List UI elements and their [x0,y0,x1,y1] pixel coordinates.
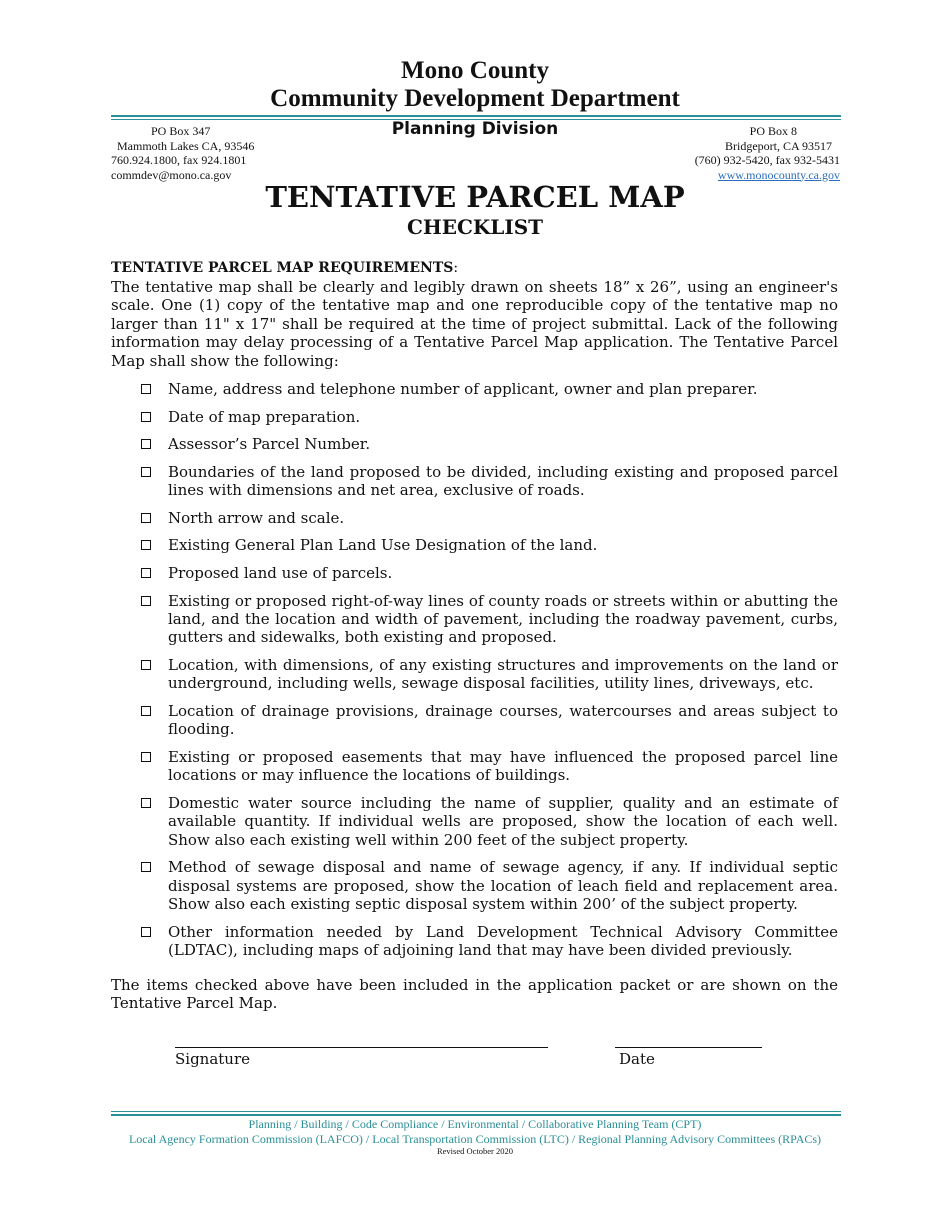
checklist-item-text: Method of sewage disposal and name of sewage agency, if any. If individual septic disposal systems are proposed, show the location of leach field and replacement area. Show also each existing septic disposal system within 200’ of the subject property. [168,858,838,914]
checklist-item [138,536,838,554]
requirements-intro: The tentative map shall be clearly and legibly drawn on sheets 18” x 26”, using an engineer's scale. One (1) copy of the tentative map and one reproducible copy of the tentative map no larger than 11" x 17" shall be required at the time of project submittal. Lack of the following information may delay processing of a Tentative Parcel Map application. The Tentative Parcel Map shall show the following: [111,278,838,370]
checklist-item-text: Name, address and telephone number of applicant, owner and plan preparer. [168,380,758,398]
phone-line: (760) 932-5420, fax 932-5431 [694,153,840,167]
checklist-item [138,748,838,785]
checkbox[interactable] [141,568,151,578]
requirements-heading: TENTATIVE PARCEL MAP REQUIREMENTS: [111,260,459,276]
requirements-heading-text: TENTATIVE PARCEL MAP REQUIREMENTS [111,260,454,276]
footer-departments: Planning / Building / Code Compliance / Environmental / Collaborative Planning Team (CPT) [248,1117,702,1131]
checkbox[interactable] [141,467,151,477]
revision-date: Revised October 2020 [436,1146,513,1156]
address-line: Bridgeport, CA 93517 [725,138,832,153]
checklist-item-text: Existing or proposed right-of-way lines of county roads or streets within or abutting the land, and the location and width of pavement, including the roadway pavement, curbs, gutters and sidewalks, both existing and proposed. [168,591,838,647]
checklist-item [138,564,838,582]
org-name: Mono County [401,57,549,84]
checklist-item-text: Location of drainage provisions, drainage courses, watercourses and areas subject to flooding. [168,701,838,739]
checkbox[interactable] [141,540,151,550]
checkbox[interactable] [141,862,151,872]
checklist-item [138,794,838,849]
checklist-item-text: Boundaries of the land proposed to be divided, including existing and proposed parcel lines with dimensions and net area, exclusive of roads. [168,462,838,500]
checklist-item [138,380,838,398]
date-line[interactable] [615,1047,762,1048]
checklist-item [138,592,838,647]
division-name: Planning Division [391,119,559,139]
checkbox[interactable] [141,513,151,523]
checklist-item [138,463,838,500]
footer-commissions: Local Agency Formation Commission (LAFCO) / Local Transportation Commission (LTC) / Regional Planning Advisory Committees (RPACs) [128,1132,822,1146]
checklist-item-text: Date of map preparation. [168,407,361,426]
signature-label: Signature [175,1050,251,1068]
checklist-item [138,408,838,426]
email-line: commdev@mono.ca.gov [111,167,232,182]
date-label: Date [619,1050,655,1068]
checkbox[interactable] [141,660,151,670]
address-line: PO Box 347 [151,124,211,138]
checkbox[interactable] [141,752,151,762]
checklist-item-text: Other information needed by Land Development Technical Advisory Committee (LDTAC), including maps of adjoining land that may have been divided previously. [168,922,838,960]
phone-line: 760.924.1800, fax 924.1801 [111,153,247,167]
checkbox[interactable] [141,384,151,394]
checklist-item [138,656,838,693]
mammoth-address-block [111,124,311,182]
checkbox[interactable] [141,706,151,716]
checkbox[interactable] [141,439,151,449]
checkbox[interactable] [141,798,151,808]
closing-statement: The items checked above have been included in the application packet or are shown on the Tentative Parcel Map. [111,976,838,1013]
footer-rule-thin [111,1111,841,1112]
checklist-item-text: Existing General Plan Land Use Designation of the land. [168,536,598,555]
checklist-item [138,858,838,913]
document-subtitle: CHECKLIST [406,215,544,239]
header-rule [111,115,841,117]
checklist-item [138,923,838,960]
requirements-checklist [138,380,838,960]
checklist-item-text: Location, with dimensions, of any existing structures and improvements on the land or underground, including wells, sewage disposal facilities, utility lines, driveways, etc. [168,655,838,693]
checklist-item [138,509,838,527]
checklist-item-text: Existing or proposed easements that may have influenced the proposed parcel line locations or may influence the locations of buildings. [168,747,838,785]
checklist-item [138,435,838,453]
checklist-item-text: Proposed land use of parcels. [168,563,393,582]
bridgeport-address-block [620,124,840,182]
address-line: Mammoth Lakes CA, 93546 [117,138,255,153]
website-link[interactable]: www.monocounty.ca.gov [717,167,840,182]
department-name: Community Development Department [270,85,680,112]
footer-rule [111,1114,841,1116]
checklist-item-text: North arrow and scale. [168,508,345,527]
checklist-item-text: Assessor’s Parcel Number. [168,435,371,454]
document-title: TENTATIVE PARCEL MAP [265,180,685,214]
signature-line[interactable] [175,1047,548,1048]
checkbox[interactable] [141,412,151,422]
checkbox[interactable] [141,596,151,606]
checkbox[interactable] [141,927,151,937]
address-line: PO Box 8 [749,124,797,138]
checklist-item [138,702,838,739]
checklist-item-text: Domestic water source including the name of supplier, quality and an estimate of available quantity. If individual wells are proposed, show the location of each well. Show also each existing well within 200 feet of the subject property. [168,793,838,849]
